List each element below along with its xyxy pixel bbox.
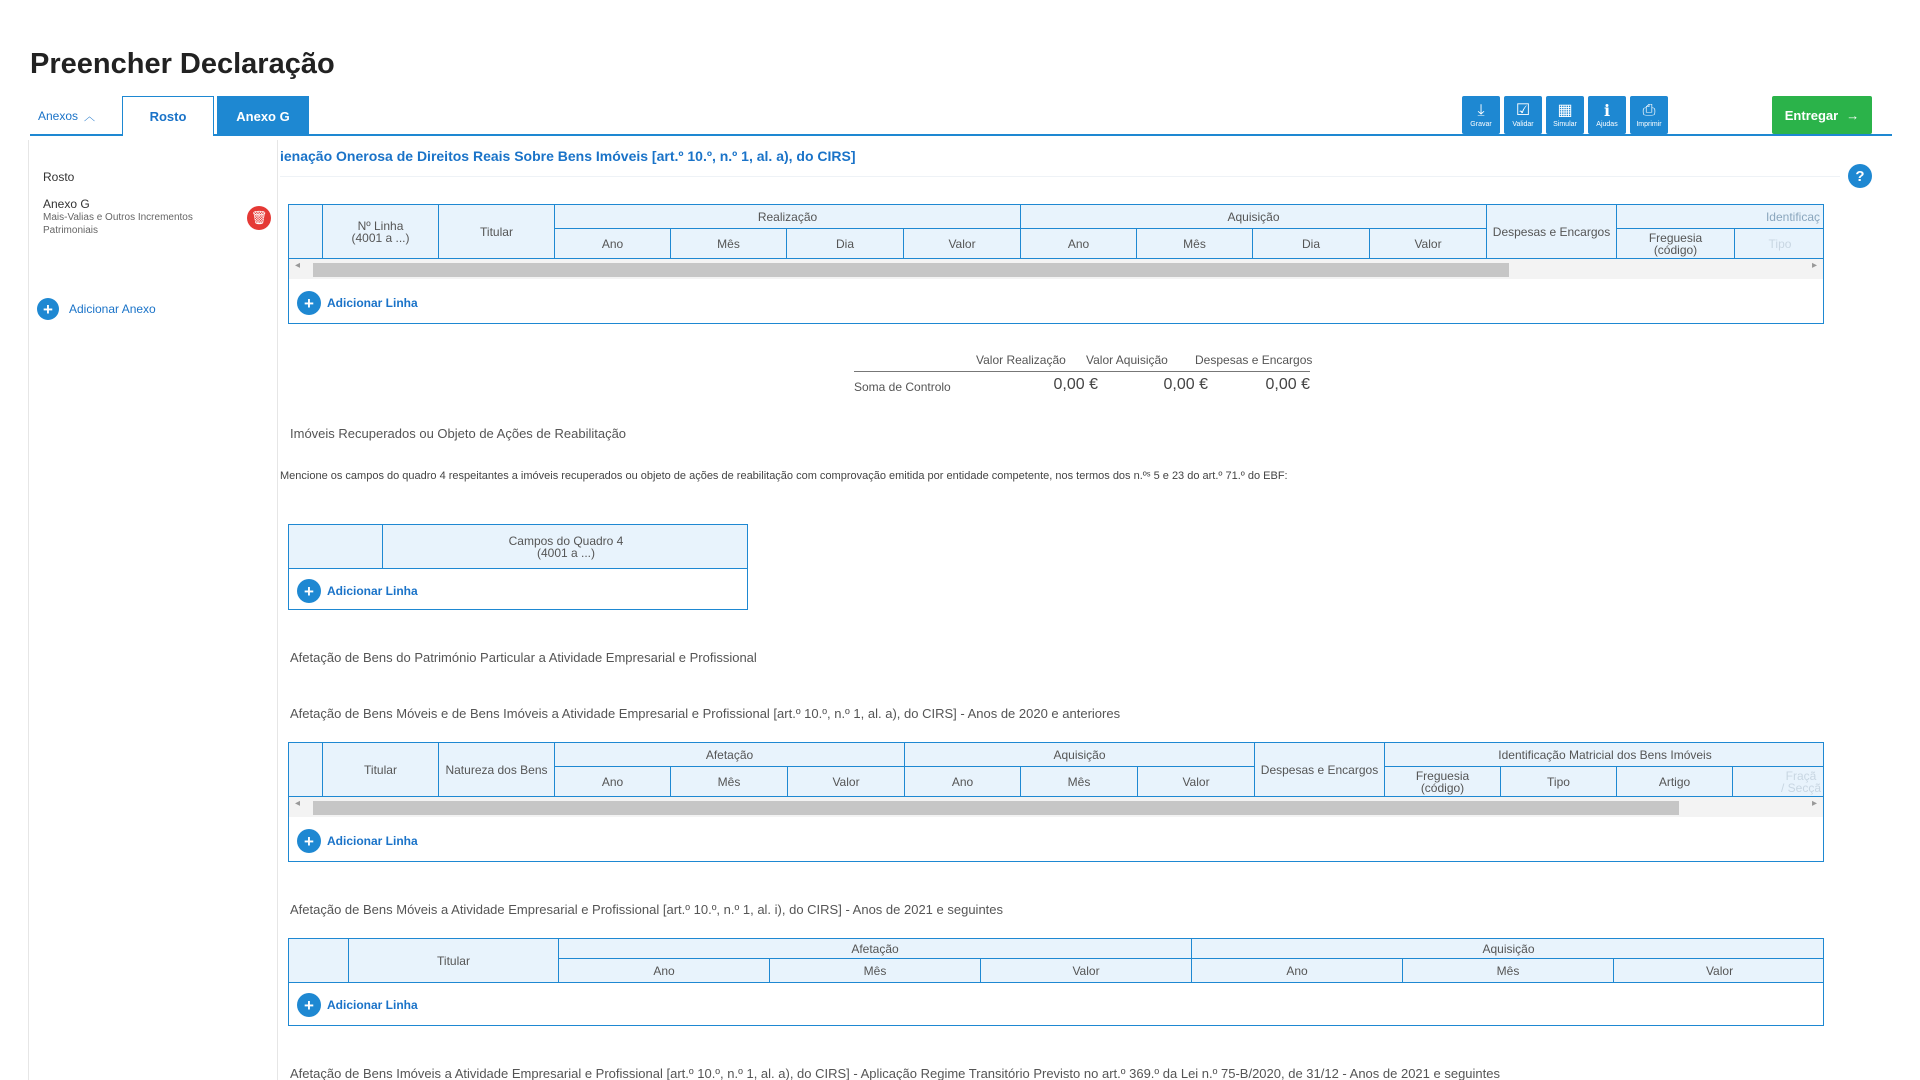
validar-label: Validar (1512, 120, 1534, 128)
column-header-fracao: Fraçã / Secçã (1733, 767, 1824, 797)
toolbar (1462, 96, 1668, 134)
info-icon: i (1603, 100, 1611, 120)
imprimir-button[interactable] (1630, 96, 1668, 134)
horizontal-scrollbar[interactable] (289, 259, 1824, 279)
calculator-icon: ▦ (1557, 101, 1573, 119)
afetacao-title: Afetação de Bens do Património Particular a Atividade Empresarial e Profissional (290, 650, 757, 665)
page-title: Preencher Declaração (30, 48, 335, 80)
column-header-afetacao-mes: Mês (671, 767, 788, 797)
column-header-afetacao-valor: Valor (981, 959, 1192, 983)
column-header-freguesia: Freguesia (código) (1617, 229, 1735, 259)
column-group-afetacao: Afetação (555, 743, 905, 767)
scroll-right-icon[interactable]: ▸ (1811, 260, 1817, 271)
control-header-aquisicao: Valor Aquisição (1086, 353, 1168, 367)
column-header-tipo: Tipo (1501, 767, 1617, 797)
scroll-left-icon[interactable]: ◂ (295, 798, 301, 809)
add-anexo-label: Adicionar Anexo (69, 302, 156, 316)
column-header-aquisicao-valor: Valor (1614, 959, 1824, 983)
horizontal-scrollbar[interactable] (289, 797, 1824, 817)
table-header-blank (289, 743, 323, 797)
sidebar-item-anexo-subtitle: Mais-Valias e Outros Incrementos Patrimoniais (43, 212, 193, 236)
column-group-aquisicao: Aquisição (1021, 205, 1487, 229)
table-header-blank (289, 525, 383, 569)
chevron-up-icon: ︿ (84, 111, 96, 123)
section-title: ienação Onerosa de Direitos Reais Sobre Bens Imóveis [art.º 10.º, n.º 1, al. a), do CIRS] (280, 148, 856, 164)
column-header-artigo: Artigo (1617, 767, 1733, 797)
column-header-afetacao-mes: Mês (770, 959, 981, 983)
anexos-toggle[interactable] (38, 108, 95, 124)
reabilitacao-title: Imóveis Recuperados ou Objeto de Ações de Reabilitação (290, 426, 627, 441)
add-anexo-button[interactable] (37, 298, 156, 320)
column-header-tipo: Tipo (1735, 229, 1824, 259)
column-header-afetacao-ano: Ano (555, 767, 671, 797)
tab-rosto[interactable]: Rosto (122, 96, 214, 136)
imprimir-label: Imprimir (1636, 120, 1662, 128)
control-value-aquisicao: 0,00 € (1163, 376, 1208, 393)
sidebar-item-anexo-title: Anexo G (43, 197, 90, 211)
column-header-aquisicao-mes: Mês (1137, 229, 1253, 259)
ajudas-label: Ajudas (1596, 120, 1618, 128)
control-value-realizacao: 0,00 € (1053, 376, 1098, 393)
column-header-despesas: Despesas e Encargos (1487, 205, 1617, 259)
reabilitacao-note: Mencione os campos do quadro 4 respeitantes a imóveis recuperados ou objeto de ações de reabilitação com comprovação emitida por entidade competente, nos termos dos n.ºˢ 5 e 23 do art.º 71.º do EBF: (280, 470, 1288, 482)
plus-circle-icon: + (297, 291, 321, 315)
column-header-aquisicao-ano: Ano (1021, 229, 1137, 259)
plus-circle-icon: + (297, 829, 321, 853)
plus-circle-icon: + (297, 579, 321, 603)
afetacao-imoveis-2021-title: Afetação de Bens Imóveis a Atividade Empresarial e Profissional [art.º 10.º, n.º 1, al. a), do CIRS] - Aplicação Regime Transitório Previsto no art.º 369.º da Lei n.º 75-B/2020, de 31/12 - Anos de 2021 e seguintes (290, 1066, 1500, 1080)
column-header-aquisicao-dia: Dia (1253, 229, 1370, 259)
column-group-realizacao: Realização (555, 205, 1021, 229)
gravar-label: Gravar (1470, 120, 1492, 128)
control-divider (854, 371, 1310, 372)
validar-button[interactable] (1504, 96, 1542, 134)
column-header-linha: Nº Linha (4001 a ...) (323, 205, 439, 259)
sidebar-item-anexo-g[interactable] (43, 197, 223, 237)
column-header-titular: Titular (439, 205, 555, 259)
column-header-titular: Titular (349, 939, 559, 983)
divider (280, 176, 1840, 177)
table-afetacao-2021 (288, 938, 1824, 1026)
sidebar-item-rosto[interactable]: Rosto (43, 170, 75, 184)
entregar-label: Entregar (1784, 107, 1839, 123)
table-reabilitacao (288, 524, 748, 610)
column-header-aquisicao-valor: Valor (1138, 767, 1255, 797)
table-alienacao (288, 204, 1824, 324)
add-line-label: Adicionar Linha (327, 296, 418, 310)
main-content (280, 138, 1892, 1080)
add-line-button[interactable] (297, 993, 418, 1017)
column-header-realizacao-valor: Valor (904, 229, 1021, 259)
anexos-label: Anexos (38, 109, 79, 123)
column-header-aquisicao-ano: Ano (905, 767, 1021, 797)
ajudas-button[interactable] (1588, 96, 1626, 134)
scrollbar-thumb[interactable] (313, 263, 1509, 277)
tabs-bar (30, 96, 1892, 136)
column-header-realizacao-dia: Dia (787, 229, 904, 259)
plus-circle-icon: + (297, 993, 321, 1017)
column-header-campos: Campos do Quadro 4 (4001 a ...) (383, 525, 748, 569)
scrollbar-thumb[interactable] (313, 801, 1679, 815)
tab-anexo-g[interactable]: Anexo G (217, 96, 309, 136)
download-icon: ⤓ (1477, 101, 1485, 119)
trash-icon[interactable]: 🗑 (247, 206, 271, 230)
add-line-button[interactable] (297, 291, 418, 315)
column-header-realizacao-mes: Mês (671, 229, 787, 259)
add-line-button[interactable] (297, 829, 418, 853)
help-icon[interactable]: ? (1848, 164, 1872, 188)
control-header-despesas: Despesas e Encargos (1195, 353, 1313, 367)
column-group-identificacao: Identificação Matricial dos Bens Imóveis (1385, 743, 1824, 767)
column-header-aquisicao-ano: Ano (1192, 959, 1403, 983)
printer-icon: ⎙ (1642, 101, 1656, 119)
sidebar (28, 140, 278, 1080)
column-group-afetacao: Afetação (559, 939, 1192, 959)
table-afetacao-2020 (288, 742, 1824, 862)
column-header-aquisicao-valor: Valor (1370, 229, 1487, 259)
add-line-label: Adicionar Linha (327, 584, 418, 598)
column-group-aquisicao: Aquisição (1192, 939, 1824, 959)
column-header-natureza: Natureza dos Bens (439, 743, 555, 797)
plus-circle-icon: + (37, 298, 59, 320)
scroll-right-icon[interactable]: ▸ (1811, 798, 1817, 809)
control-header-realizacao: Valor Realização (976, 353, 1066, 367)
arrow-right-icon: → (1846, 107, 1860, 123)
table-header-blank (289, 205, 323, 259)
column-header-aquisicao-mes: Mês (1403, 959, 1614, 983)
column-group-aquisicao: Aquisição (905, 743, 1255, 767)
column-header-freguesia: Freguesia (código) (1385, 767, 1501, 797)
control-row-label: Soma de Controlo (854, 380, 951, 394)
column-header-aquisicao-mes: Mês (1021, 767, 1138, 797)
column-header-realizacao-ano: Ano (555, 229, 671, 259)
afetacao-2021-title: Afetação de Bens Móveis a Atividade Empresarial e Profissional [art.º 10.º, n.º 1, al. i), do CIRS] - Anos de 2021 e seguintes (290, 902, 1004, 917)
add-line-label: Adicionar Linha (327, 834, 418, 848)
entregar-button[interactable] (1772, 96, 1872, 134)
simular-button[interactable] (1546, 96, 1584, 134)
control-value-despesas: 0,00 € (1265, 376, 1310, 393)
column-header-afetacao-ano: Ano (559, 959, 770, 983)
scroll-left-icon[interactable]: ◂ (295, 260, 301, 271)
add-line-button[interactable] (297, 579, 418, 603)
column-header-afetacao-valor: Valor (788, 767, 905, 797)
add-line-label: Adicionar Linha (327, 998, 418, 1012)
afetacao-2020-title: Afetação de Bens Móveis e de Bens Imóveis a Atividade Empresarial e Profissional [art.º 10.º, n.º 1, al. a), do CIRS] - Anos de 2020 e anteriores (290, 706, 1121, 721)
column-group-identificacao: Identificaç (1617, 205, 1824, 229)
simular-label: Simular (1553, 120, 1577, 128)
table-header-blank (289, 939, 349, 983)
gravar-button[interactable] (1462, 96, 1500, 134)
column-header-despesas: Despesas e Encargos (1255, 743, 1385, 797)
column-header-titular: Titular (323, 743, 439, 797)
check-icon: ☑ (1515, 101, 1531, 119)
